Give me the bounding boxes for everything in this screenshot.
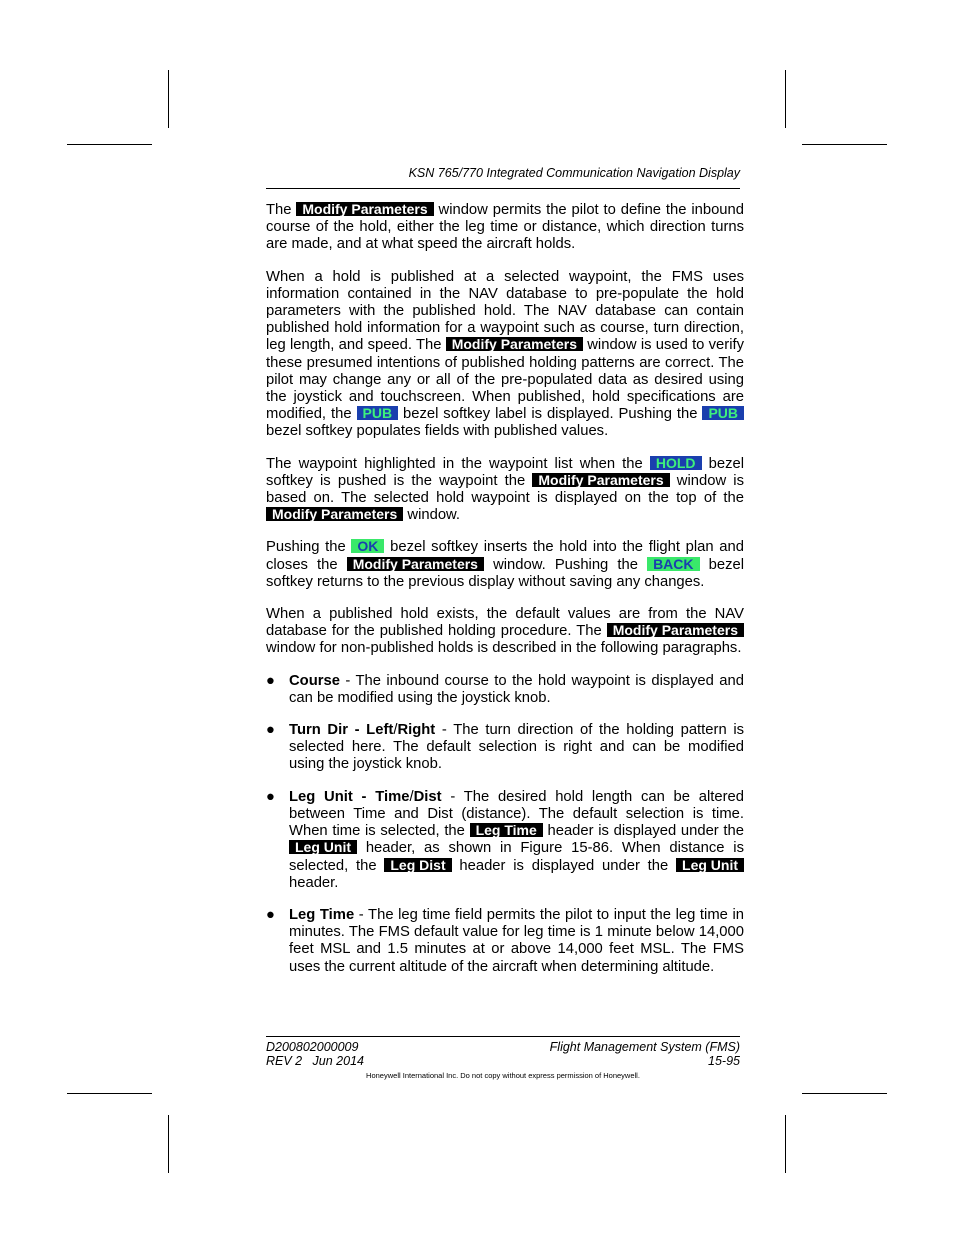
header-rule <box>266 188 740 189</box>
bullet: ● <box>266 906 275 923</box>
leg-unit-header-label: Leg Unit <box>676 858 744 872</box>
ok-softkey-label: OK <box>351 539 384 553</box>
crop-mark <box>802 144 887 145</box>
paragraph-published-hold: When a hold is published at a selected waypoint, the FMS uses information contained in the NAV database to pre‐populate the hold parameters with the published hold. The NAV database can contain published hold information for a waypoint such as course, turn direction, leg length, and speed. The Modify Parameters window is used to verify these presumed intentions of published holding patterns are correct. The pilot may change any or all of the pre‐populated data as desired using the joystick and touchscreen. When published, hold specifications are modified, the PUB bezel softkey label is displayed. Pushing the PUB bezel softkey populates fields with published values. <box>266 268 744 440</box>
running-header: KSN 765/770 Integrated Communication Navigation Display <box>408 166 740 180</box>
document-number: D200802000009 <box>266 1040 359 1054</box>
revision-date: REV 2 Jun 2014 <box>266 1054 364 1068</box>
modify-parameters-label: Modify Parameters <box>607 623 744 637</box>
crop-mark <box>785 1115 786 1173</box>
leg-unit-header-label: Leg Unit <box>289 840 357 854</box>
list-item-turn-dir: ● Turn Dir ‐ Left/Right ‐ The turn direction of the holding pattern is selected here. The default selection is right and can be modified using the joystick knob. <box>266 722 744 773</box>
bullet: ● <box>266 672 275 689</box>
list-item-leg-unit: ● Leg Unit ‐ Time/Dist ‐ The desired hold length can be altered between Time and Dist (distance). The default selection is time. When time is selected, the Leg Time header is displayed under the Leg Unit header, as shown in Figure 15‐86. When distance is selected, the Leg Dist header is displayed under the Leg Unit header. <box>266 788 744 891</box>
paragraph-default-values: When a published hold exists, the default values are from the NAV database for the published holding procedure. The Modify Parameters window for non‐published holds is described in the following paragraphs. <box>266 606 744 657</box>
bullet: ● <box>266 722 275 739</box>
footer-right <box>550 1040 740 1068</box>
crop-mark <box>168 1115 169 1173</box>
crop-mark <box>785 70 786 128</box>
leg-dist-header-label: Leg Dist <box>384 858 451 872</box>
paragraph-modify-parameters-intro: The Modify Parameters window permits the pilot to define the inbound course of the hold, either the leg time or distance, which direction turns are made, and at what speed the aircraft holds. <box>266 201 744 253</box>
modify-parameters-label: Modify Parameters <box>347 557 484 571</box>
footer-left <box>266 1040 364 1068</box>
crop-mark <box>67 144 152 145</box>
parameter-list <box>266 673 744 976</box>
copyright-notice: Honeywell International Inc. Do not copy without express permission of Honeywell. <box>366 1071 640 1080</box>
body-text <box>266 202 744 991</box>
section-title: Flight Management System (FMS) <box>549 1040 740 1054</box>
paragraph-ok-back: Pushing the OK bezel softkey inserts the hold into the flight plan and closes the Modify Parameters window. Pushing the BACK bezel softkey returns to the previous display without saving any changes. <box>266 538 744 590</box>
modify-parameters-label: Modify Parameters <box>266 507 403 521</box>
back-softkey-label: BACK <box>647 557 699 571</box>
leg-time-header-label: Leg Time <box>470 823 543 837</box>
list-item-leg-time: ● Leg Time ‐ The leg time field permits the pilot to input the leg time in minutes. The FMS default value for leg time is 1 minute below 14,000 feet MSL and 1.5 minutes at or above 14,000 feet MSL. The FMS uses the current altitude of the aircraft when determining altitude. <box>266 906 745 975</box>
pub-softkey-label: PUB <box>702 406 744 420</box>
bullet: ● <box>266 788 275 805</box>
crop-mark <box>67 1093 152 1094</box>
modify-parameters-label: Modify Parameters <box>532 473 669 487</box>
crop-mark <box>168 70 169 128</box>
page-number: 15-95 <box>708 1054 740 1068</box>
modify-parameters-label: Modify Parameters <box>446 337 583 351</box>
pub-softkey-label: PUB <box>357 406 399 420</box>
crop-mark <box>802 1093 887 1094</box>
hold-softkey-label: HOLD <box>650 456 702 470</box>
modify-parameters-label: Modify Parameters <box>296 202 433 216</box>
footer-rule <box>266 1036 740 1037</box>
paragraph-hold-waypoint: The waypoint highlighted in the waypoint list when the HOLD bezel softkey is pushed is the waypoint the Modify Parameters window is based on. The selected hold waypoint is displayed on the top of the Modify Parameters window. <box>266 454 744 524</box>
list-item-course: ● Course ‐ The inbound course to the hold waypoint is displayed and can be modified using the joystick knob. <box>266 672 744 706</box>
